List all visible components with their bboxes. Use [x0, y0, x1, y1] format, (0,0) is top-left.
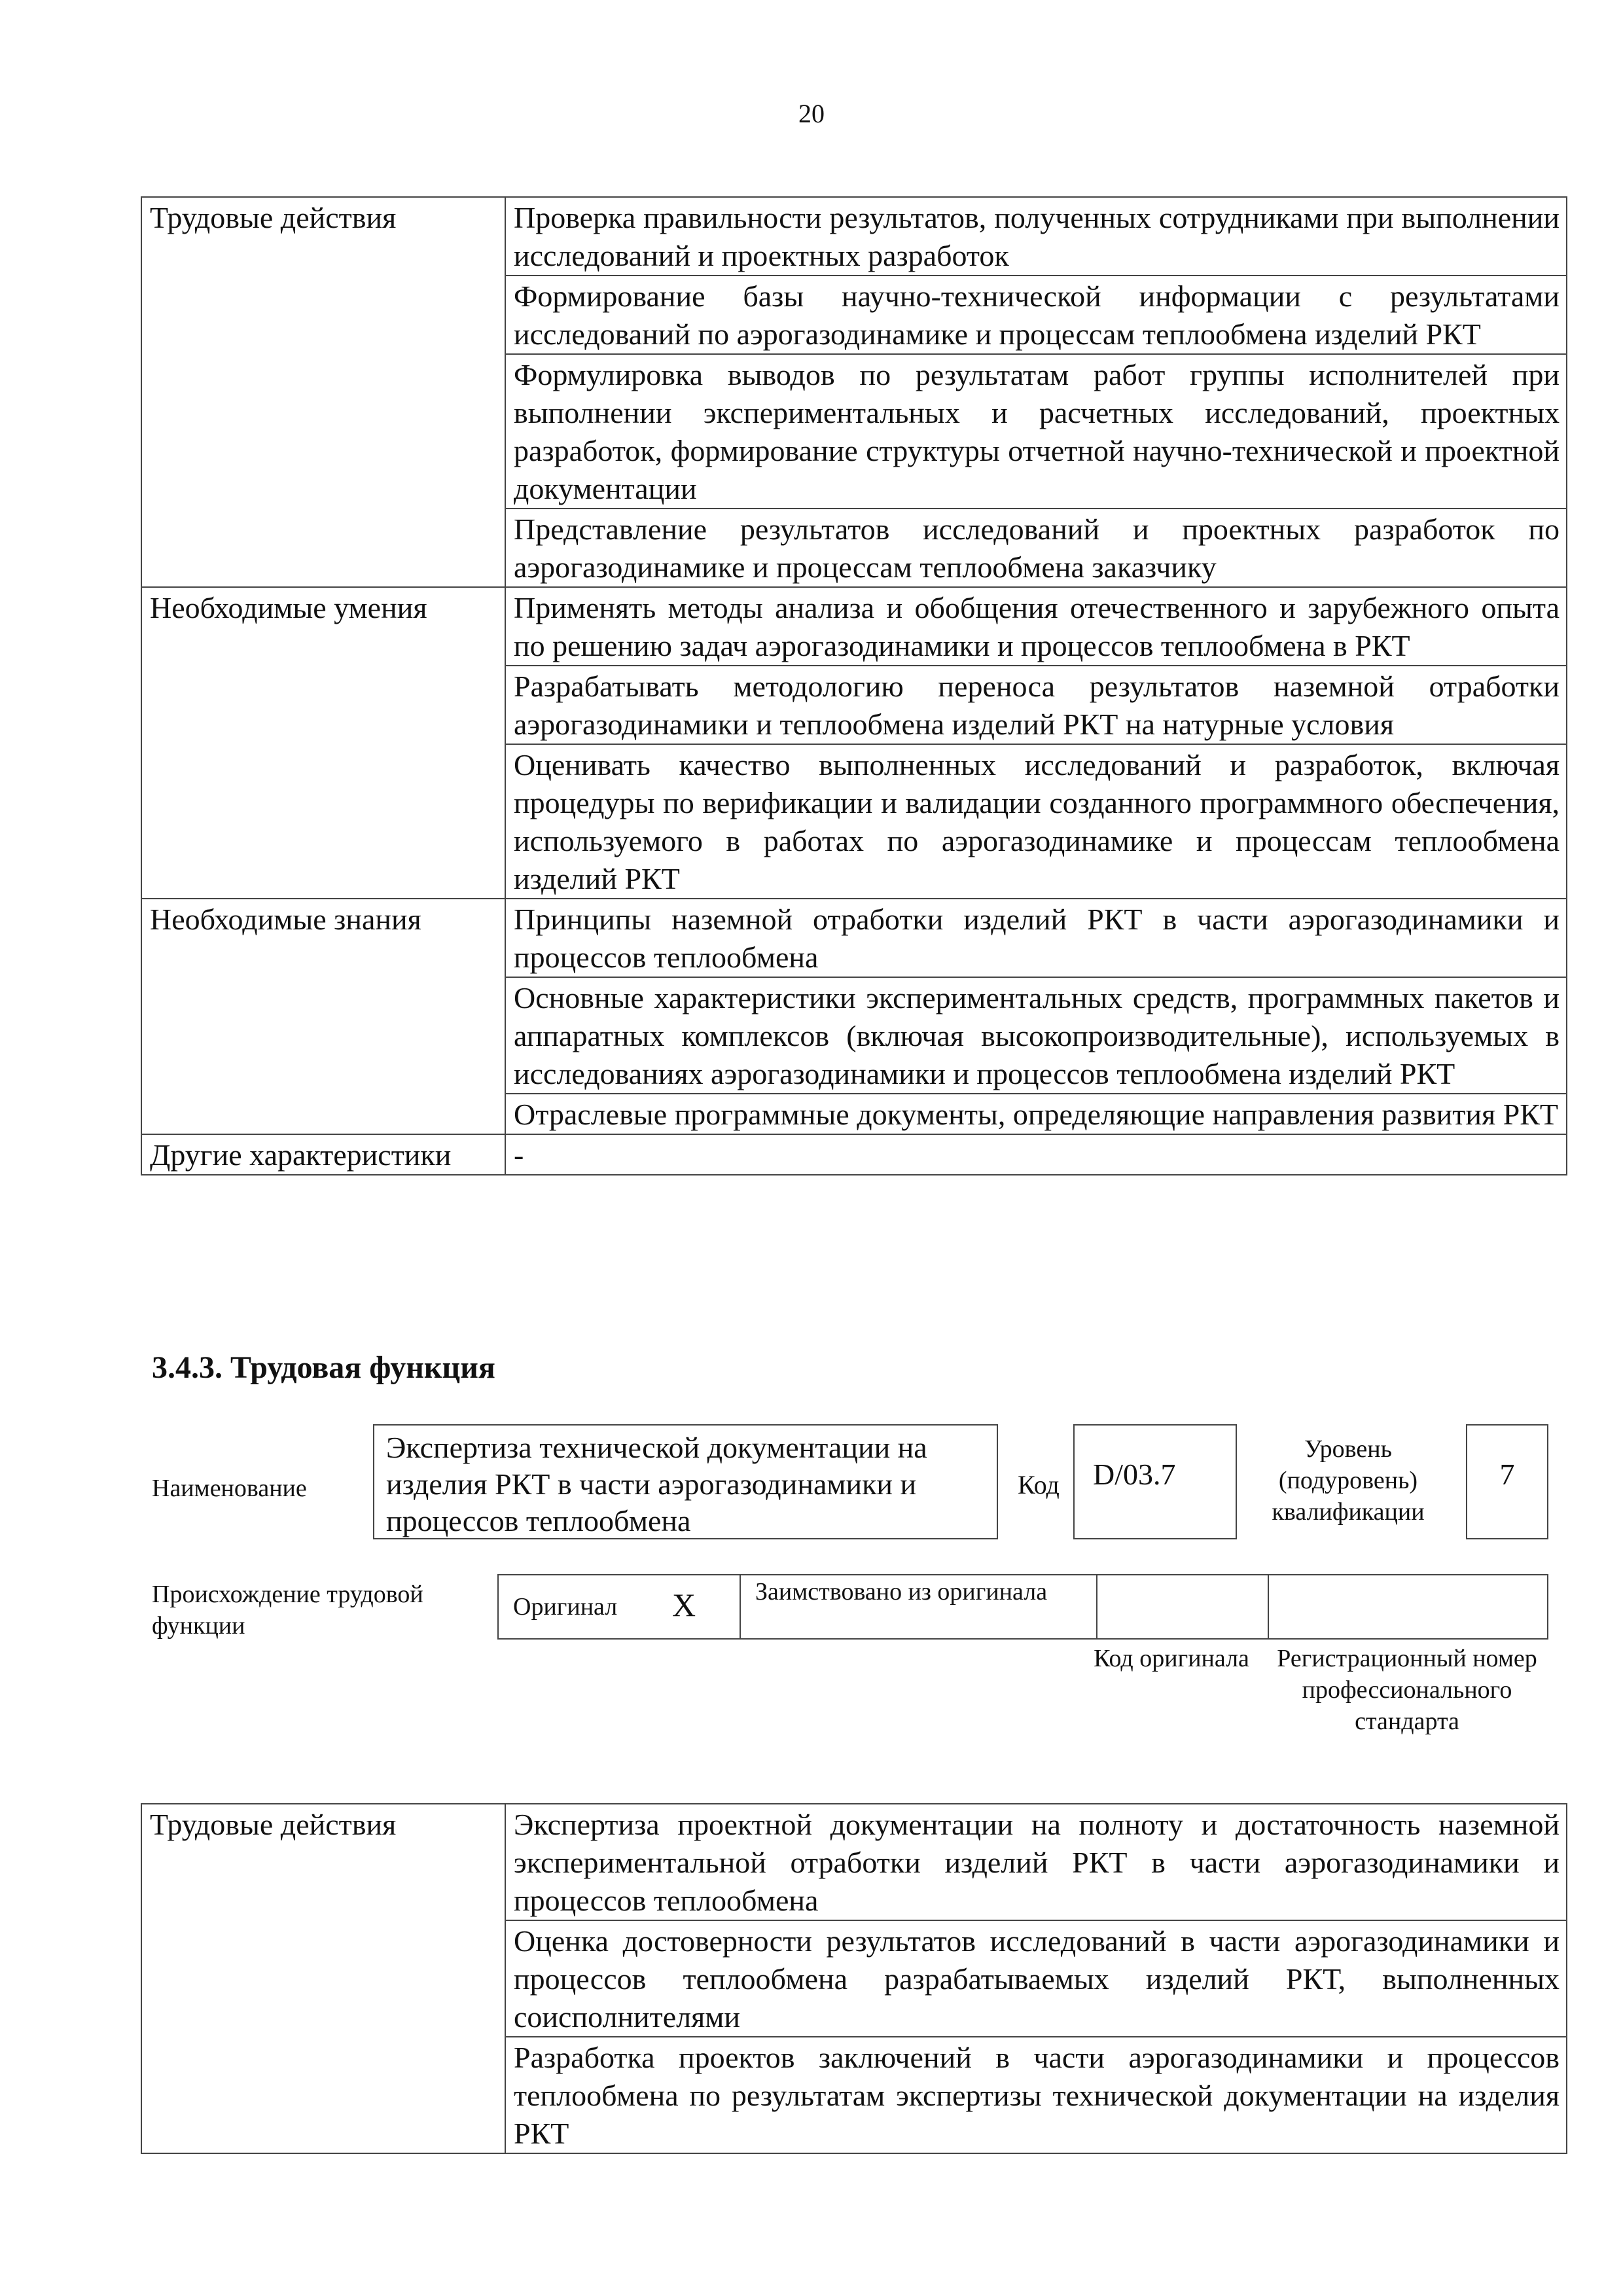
- row-item: Представление результатов исследований и проектных разработок по аэрогазодинамике и процессам теплообмена заказчику: [505, 509, 1567, 587]
- level-value-box: 7: [1466, 1424, 1548, 1539]
- function-code-box: D/03.7: [1073, 1424, 1237, 1539]
- origin-row: [497, 1574, 1548, 1640]
- name-label: Наименование: [152, 1475, 307, 1502]
- original-mark: X: [672, 1587, 696, 1623]
- row-header: Необходимые знания: [141, 899, 505, 1134]
- original-code-cell: [1097, 1575, 1269, 1638]
- table-row: [141, 197, 1567, 276]
- row-header: Трудовые действия: [141, 197, 505, 587]
- row-header: Другие характеристики: [141, 1134, 505, 1175]
- labor-function-table-1: [141, 196, 1567, 1175]
- function-name-box: Экспертиза технической документации на изделия РКТ в части аэрогазодинамики и процессов теплообмена: [373, 1424, 998, 1539]
- table-row: [141, 1134, 1567, 1175]
- page-number: 20: [798, 99, 825, 128]
- code-original-caption: Код оригинала: [1094, 1645, 1249, 1672]
- row-item: Формирование базы научно-технической информации с результатами исследований по аэрогазодинамике и процессам теплообмена изделий РКТ: [505, 276, 1567, 354]
- labor-function-table-2: [141, 1803, 1567, 2154]
- table-row: [141, 899, 1567, 977]
- row-item: Проверка правильности результатов, полученных сотрудниками при выполнении исследований и проектных разработок: [505, 197, 1567, 276]
- row-item: Оценивать качество выполненных исследований и разработок, включая процедуры по верификации и валидации созданного программного обеспечения, используемого в работах по аэрогазодинамике и процессам теплообмена изделий РКТ: [505, 744, 1567, 899]
- section-heading: 3.4.3. Трудовая функция: [152, 1350, 495, 1385]
- original-label: Оригинал: [513, 1593, 618, 1621]
- row-item: Применять методы анализа и обобщения отечественного и зарубежного опыта по решению задач аэрогазодинамики и процессов теплообмена в РКТ: [505, 587, 1567, 666]
- row-item: Разработка проектов заключений в части аэрогазодинамики и процессов теплообмена по результатам экспертизы технической документации на изделия РКТ: [505, 2037, 1567, 2153]
- reg-number-caption: Регистрационный номер профессионального стандарта: [1277, 1645, 1537, 1735]
- registration-number-cell: [1269, 1575, 1547, 1638]
- level-label: Уровень (подуровень) квалификации: [1272, 1435, 1425, 1526]
- row-item: Принципы наземной отработки изделий РКТ в части аэрогазодинамики и процессов теплообмена: [505, 899, 1567, 977]
- row-item: Формулировка выводов по результатам работ группы исполнителей при выполнении экспериментальных и расчетных исследований, проектных разработок, формирование структуры отчетной научно-технической и проектной документации: [505, 354, 1567, 509]
- row-item: Оценка достоверности результатов исследований в части аэрогазодинамики и процессов теплообмена разрабатываемых изделий РКТ, выполненных соисполнителями: [505, 1920, 1567, 2037]
- table-row: [141, 1804, 1567, 1920]
- code-label: Код: [1018, 1470, 1060, 1499]
- row-item: Основные характеристики экспериментальных средств, программных пакетов и аппаратных комплексов (включая высокопроизводительные), используемых в исследованиях аэрогазодинамики и процессов теплообмена изделий РКТ: [505, 977, 1567, 1094]
- row-item: Разрабатывать методологию переноса результатов наземной отработки аэрогазодинамики и теплообмена изделий РКТ на натурные условия: [505, 666, 1567, 744]
- table-row: [141, 587, 1567, 666]
- row-header: Трудовые действия: [141, 1804, 505, 2153]
- row-header: Необходимые умения: [141, 587, 505, 899]
- row-item: Экспертиза проектной документации на полноту и достаточность наземной экспериментальной отработки изделий РКТ в части аэрогазодинамики и процессов теплообмена: [505, 1804, 1567, 1920]
- row-item: Отраслевые программные документы, определяющие направления развития РКТ: [505, 1094, 1567, 1134]
- origin-original-cell: [499, 1575, 741, 1638]
- row-item: -: [505, 1134, 1567, 1175]
- origin-label: Происхождение трудовой функции: [152, 1581, 423, 1640]
- borrowed-label: Заимствовано из оригинала: [741, 1575, 1097, 1638]
